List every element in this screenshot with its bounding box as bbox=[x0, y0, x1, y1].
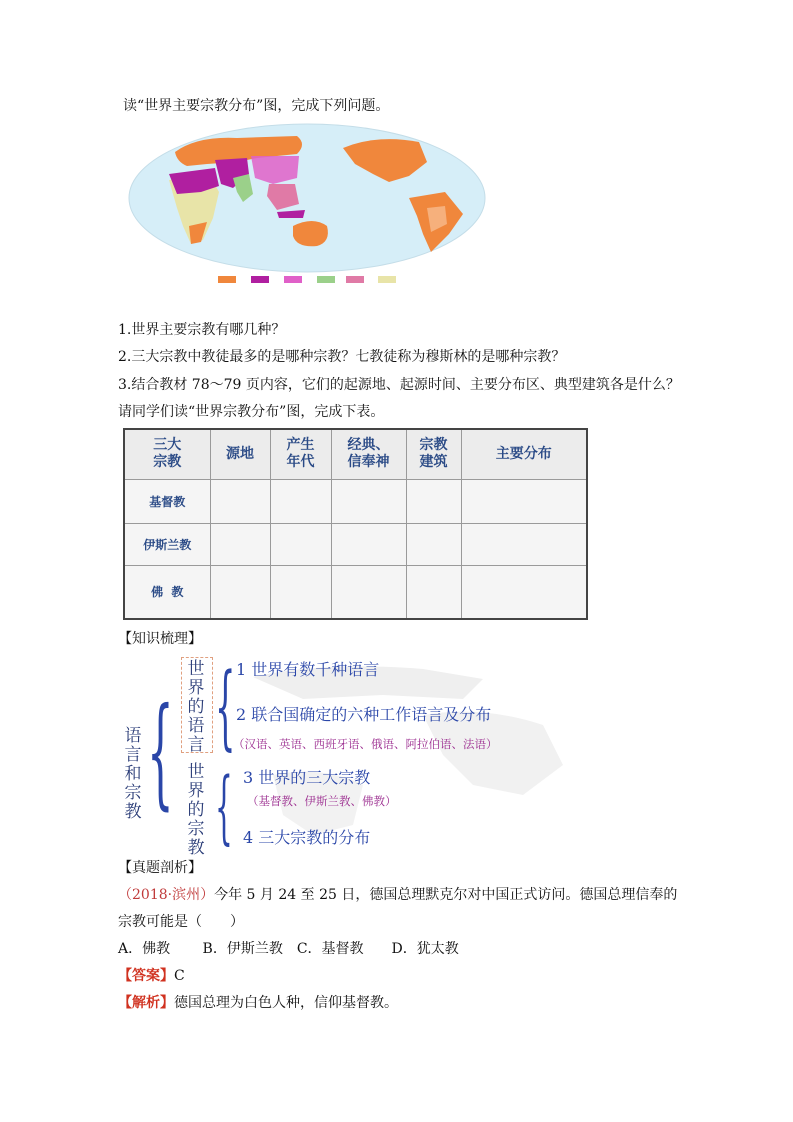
tree-item-1: 1 世界有数千种语言 bbox=[236, 660, 380, 679]
world-religion-map bbox=[127, 122, 487, 290]
tree-religion-group: 世 界 的 宗 教 bbox=[187, 762, 205, 858]
analysis-label: 【解析】 bbox=[118, 995, 174, 1011]
exam-heading: 【真题剖析】 bbox=[118, 860, 202, 876]
religion-brace: { bbox=[215, 760, 233, 853]
knowledge-tree bbox=[123, 653, 586, 858]
exam-question-line-2: 宗教可能是（ ） bbox=[118, 914, 244, 930]
header-scripture: 经典、 信奉神 bbox=[331, 429, 406, 479]
map-region-australia bbox=[293, 221, 328, 246]
table-cell[interactable] bbox=[331, 565, 406, 619]
header-building: 宗教 建筑 bbox=[406, 429, 461, 479]
table-cell[interactable] bbox=[461, 523, 587, 565]
exam-source: （2018·滨州） bbox=[118, 887, 215, 903]
religion-table bbox=[123, 428, 588, 620]
table-cell[interactable] bbox=[210, 565, 270, 619]
table-cell[interactable] bbox=[406, 479, 461, 523]
legend-swatch-2 bbox=[251, 276, 269, 283]
header-era: 产生 年代 bbox=[270, 429, 331, 479]
row-buddhism: 佛 教 bbox=[124, 565, 210, 619]
table-cell[interactable] bbox=[406, 565, 461, 619]
table-cell[interactable] bbox=[270, 565, 331, 619]
answer-line bbox=[118, 965, 185, 985]
intro-text: 读“世界主要宗教分布”图，完成下列问题。 bbox=[123, 98, 390, 114]
tree-item-2: 2 联合国确定的六种工作语言及分布 bbox=[236, 705, 492, 724]
analysis-text: 德国总理为白色人种，信仰基督教。 bbox=[174, 995, 398, 1011]
tree-item-3: 3 世界的三大宗教 bbox=[243, 768, 371, 787]
table-cell[interactable] bbox=[331, 523, 406, 565]
tree-item-2-note: （汉语、英语、西班牙语、俄语、阿拉伯语、法语） bbox=[233, 737, 498, 751]
answer-label: 【答案】 bbox=[118, 968, 174, 984]
tree-item-3-note: （基督教、伊斯兰教、佛教） bbox=[247, 794, 397, 808]
answer-value: C bbox=[174, 968, 185, 984]
legend-swatch-4 bbox=[317, 276, 335, 283]
legend-swatch-3 bbox=[284, 276, 302, 283]
tree-item-4: 4 三大宗教的分布 bbox=[243, 828, 371, 847]
row-christianity: 基督教 bbox=[124, 479, 210, 523]
analysis-line bbox=[118, 992, 398, 1012]
header-religion: 三大 宗教 bbox=[124, 429, 210, 479]
legend-swatch-1 bbox=[218, 276, 236, 283]
exam-question-line-1 bbox=[118, 884, 677, 904]
tree-root: 语 言 和 宗 教 bbox=[124, 726, 142, 822]
table-cell[interactable] bbox=[461, 479, 587, 523]
table-cell[interactable] bbox=[270, 523, 331, 565]
question-2: 2.三大宗教中教徒最多的是哪种宗教？七教徒称为穆斯林的是哪种宗教？ bbox=[118, 349, 566, 365]
question-1: 1.世界主要宗教有哪几种？ bbox=[118, 322, 286, 338]
question-3: 3.结合教材 78～79 页内容，它们的起源地、起源时间、主要分布区、典型建筑各是什么？ bbox=[118, 377, 680, 393]
header-origin: 源地 bbox=[210, 429, 270, 479]
language-brace: { bbox=[215, 653, 236, 760]
legend-swatch-6 bbox=[378, 276, 396, 283]
knowledge-heading: 【知识梳理】 bbox=[118, 631, 202, 647]
legend-swatch-5 bbox=[346, 276, 364, 283]
exam-question-text: 今年 5 月 24 至 25 日，德国总理默克尔对中国正式访问。德国总理信奉的 bbox=[214, 887, 678, 903]
table-intro: 请同学们读“世界宗教分布”图，完成下表。 bbox=[118, 404, 385, 420]
table-cell[interactable] bbox=[406, 523, 461, 565]
table-cell[interactable] bbox=[461, 565, 587, 619]
table-cell[interactable] bbox=[210, 479, 270, 523]
table-cell[interactable] bbox=[270, 479, 331, 523]
table-cell[interactable] bbox=[331, 479, 406, 523]
exam-options: A．佛教 B．伊斯兰教 C．基督教 D．犹太教 bbox=[118, 941, 459, 957]
header-distribution: 主要分布 bbox=[461, 429, 587, 479]
row-islam: 伊斯兰教 bbox=[124, 523, 210, 565]
tree-language-group: 世 界 的 语 言 bbox=[187, 659, 205, 755]
table-cell[interactable] bbox=[210, 523, 270, 565]
root-brace: { bbox=[147, 683, 174, 822]
